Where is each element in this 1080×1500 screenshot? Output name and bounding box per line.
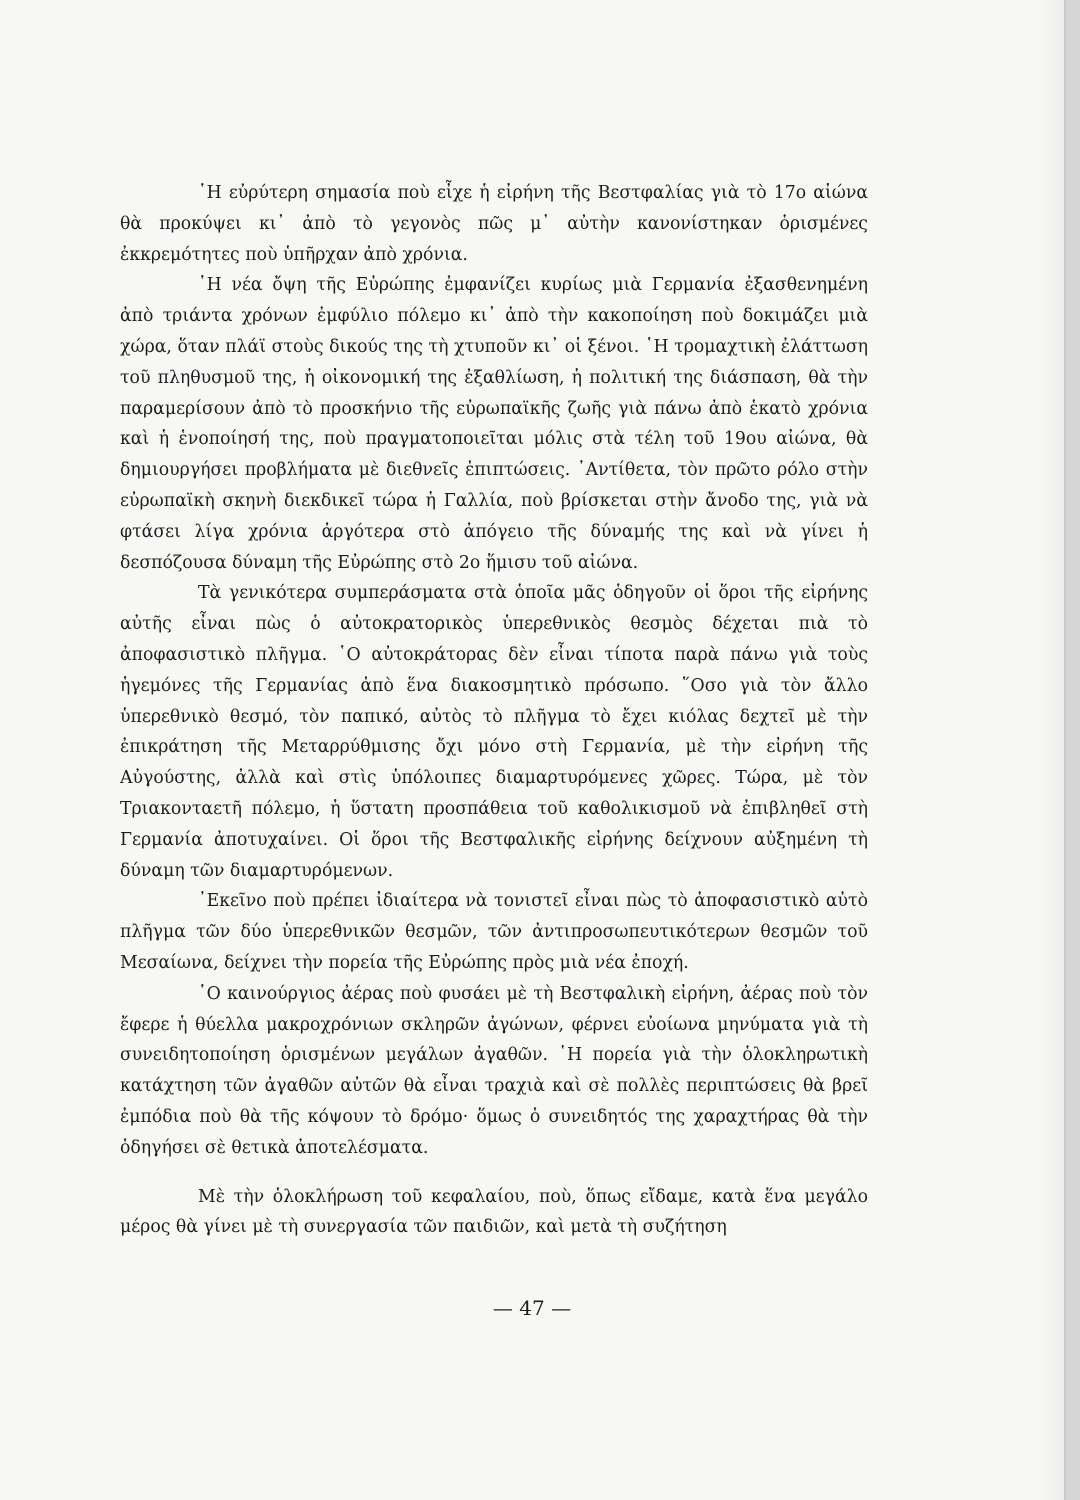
page-edge xyxy=(1040,0,1064,1500)
paragraph-1: ῾Η εὐρύτερη σημασία ποὺ εἶχε ἡ εἰρήνη τῆς Βεστφαλίας γιὰ τὸ 17ο αἰώνα θὰ προκύψει κι᾽ ἀπὸ τὸ γεγονὸς πῶς μ᾽ αὐτὴν κανονίστηκαν ὁρισμένες ἐκκρεμότητες ποὺ ὑπῆρχαν ἀπὸ χρόνια. xyxy=(120,183,868,265)
body-text xyxy=(120,178,868,1243)
page-shadow xyxy=(1066,0,1080,1500)
paragraph-6: Μὲ τὴν ὁλοκλήρωση τοῦ κεφαλαίου, ποὺ, ὅπως εἴδαμε, κατὰ ἕνα μεγάλο μέρος θὰ γίνει μὲ τὴ συνεργασία τῶν παιδιῶν, καὶ μετὰ τὴ συζήτηση xyxy=(120,1186,868,1238)
paragraph-5: ῾Ο καινούργιος ἀέρας ποὺ φυσάει μὲ τὴ Βεστφαλικὴ εἰρήνη, ἀέρας ποὺ τὸν ἔφερε ἡ θύελλα μακροχρόνιων σκληρῶν ἀγώνων, φέρνει εὐοίωνα μηνύματα γιὰ τὴ συνειδητοποίηση ὁρισμένων μεγάλων ἀγαθῶν. ῾Η πορεία γιὰ τὴν ὁλοκληρωτικὴ κατάχτηση τῶν ἀγαθῶν αὐτῶν θὰ εἶναι τραχιὰ καὶ σὲ πολλὲς περιπτώσεις θὰ βρεῖ ἐμπόδια ποὺ θὰ τῆς κόψουν τὸ δρόμο· ὅμως ὁ συνειδητός της χαραχτήρας θὰ τὴν ὁδηγήσει σὲ θετικὰ ἀποτελέσματα. xyxy=(120,983,868,1158)
page-number: — 47 — xyxy=(492,1296,572,1320)
paragraph-2: ῾Η νέα ὄψη τῆς Εὐρώπης ἐμφανίζει κυρίως μιὰ Γερμανία ἐξασθενημένη ἀπὸ τριάντα χρόνων ἐμφύλιο πόλεμο κι᾽ ἀπὸ τὴν κακοποίηση ποὺ δοκιμάζει μιὰ χώρα, ὅταν πλάϊ στοὺς δικούς της τὴ χτυποῦν κι᾽ οἱ ξένοι. ῾Η τρομαχτικὴ ἐλάττωση τοῦ πληθυσμοῦ της, ἡ οἰκονομική της ἐξαθλίωση, ἡ πολιτική της διάσπαση, θὰ τὴν παραμερίσουν ἀπὸ τὸ προσκήνιο τῆς εὐρωπαϊκῆς ζωῆς γιὰ πάνω ἀπὸ ἑκατὸ χρόνια καὶ ἡ ἑνοποίησή της, ποὺ πραγματοποιεῖται μόλις στὰ τέλη τοῦ 19ου αἰώνα, θὰ δημιουργήσει προβλήματα μὲ διεθνεῖς ἐπιπτώσεις. ᾿Αντίθετα, τὸν πρῶτο ρόλο στὴν εὐρωπαϊκὴ σκηνὴ διεκδικεῖ τώρα ἡ Γαλλία, ποὺ βρίσκεται στὴν ἄνοδο της, γιὰ νὰ φτάσει λίγα χρόνια ἀργότερα στὸ ἀπόγειο τῆς δύναμής της καὶ νὰ γίνει ἡ δεσπόζουσα δύναμη τῆς Εὐρώπης στὸ 2ο ἥμισυ τοῦ αἰώνα. xyxy=(120,275,868,573)
paragraph-4: ᾿Εκεῖνο ποὺ πρέπει ἰδιαίτερα νὰ τονιστεῖ εἶναι πὼς τὸ ἀποφασιστικὸ αὐτὸ πλῆγμα τῶν δύο ὑπερεθνικῶν θεσμῶν, τῶν ἀντιπροσωπευτικότερων θεσμῶν τοῦ Μεσαίωνα, δείχνει τὴν πορεία τῆς Εὐρώπης πρὸς μιὰ νέα ἐποχή. xyxy=(120,891,868,973)
paragraph-3: Τὰ γενικότερα συμπεράσματα στὰ ὁποῖα μᾶς ὁδηγοῦν οἱ ὅροι τῆς εἰρήνης αὐτῆς εἶναι πὼς ὁ αὐτοκρατορικὸς ὑπερεθνικὸς θεσμὸς δέχεται πιὰ τὸ ἀποφασιστικὸ πλῆγμα. ῾Ο αὐτοκράτορας δὲν εἶναι τίποτα παρὰ πάνω γιὰ τοὺς ἡγεμόνες τῆς Γερμανίας ἀπὸ ἕνα διακοσμητικὸ πρόσωπο. ῞Οσο γιὰ τὸν ἄλλο ὑπερεθνικὸ θεσμό, τὸν παπικό, αὐτὸς τὸ πλῆγμα τὸ ἔχει κιόλας δεχτεῖ μὲ τὴν ἐπικράτηση τῆς Μεταρρύθμισης ὄχι μόνο στὴ Γερμανία, μὲ τὴν εἰρήνη τῆς Αὐγούστης, ἀλλὰ καὶ στὶς ὑπόλοιπες διαμαρτυρόμενες χῶρες. Τώρα, μὲ τὸν Τριακονταετῆ πόλεμο, ἡ ὕστατη προσπάθεια τοῦ καθολικισμοῦ νὰ ἐπιβληθεῖ στὴ Γερμανία ἀποτυχαίνει. Οἱ ὅροι τῆς Βεστφαλικῆς εἰρήνης δείχνουν αὐξημένη τὴ δύναμη τῶν διαμαρτυρόμενων. xyxy=(120,583,868,881)
